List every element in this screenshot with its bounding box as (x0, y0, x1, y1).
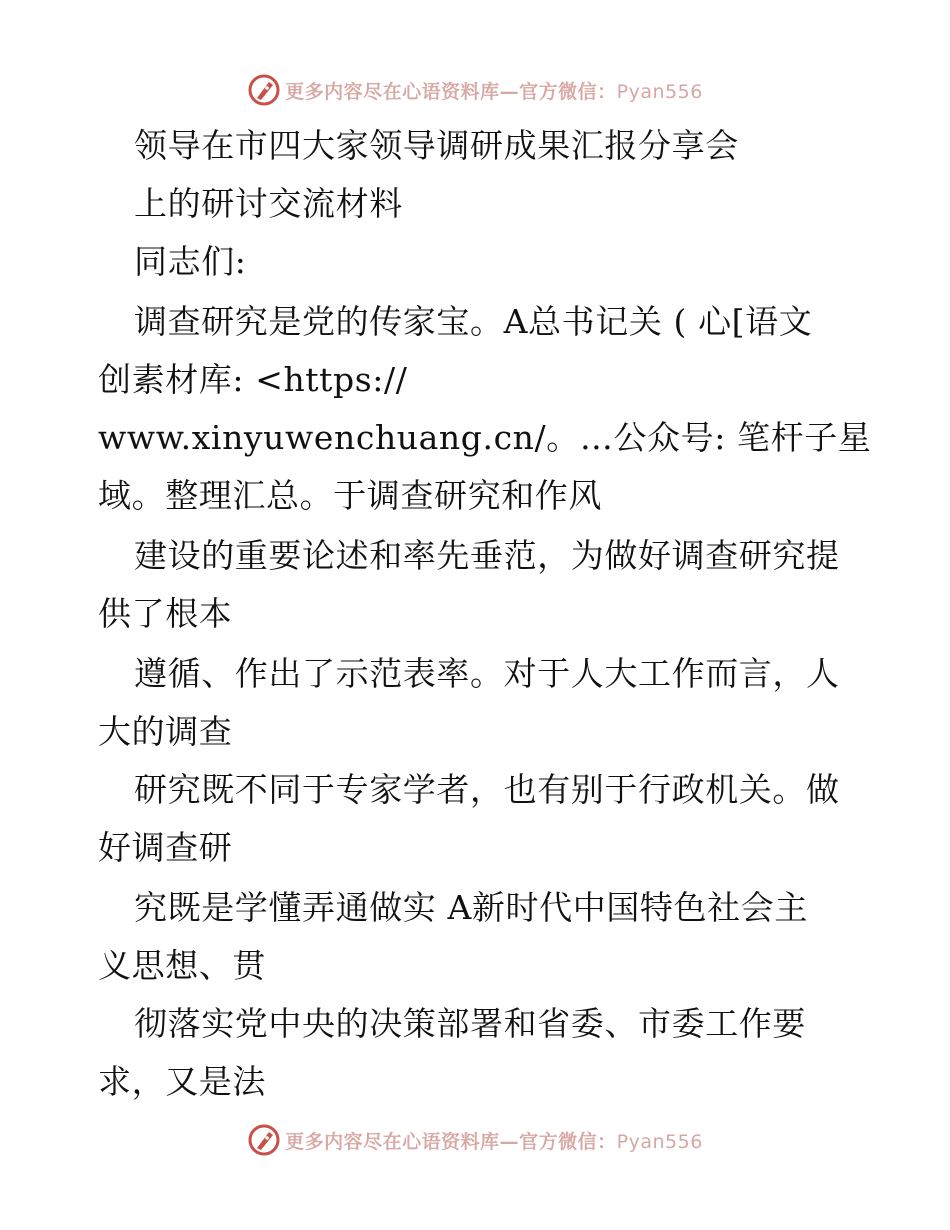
doc-paragraph-line: 供了根本 (98, 594, 233, 633)
doc-paragraph-line: 大的调查 (98, 712, 233, 751)
doc-paragraph-line: 究既是学懂弄通做实 A新时代中国特色社会主 (134, 888, 808, 927)
footer-banner-handle: Pyan556 (616, 1130, 703, 1153)
header-banner-handle: Pyan556 (616, 80, 703, 103)
doc-title-line-1: 领导在市四大家领导调研成果汇报分享会 (134, 126, 739, 165)
doc-paragraph-line: 建设的重要论述和率先垂范，为做好调查研究提 (134, 536, 840, 575)
doc-paragraph-line: 求，又是法 (98, 1062, 266, 1101)
doc-title-line-2: 上的研讨交流材料 (134, 184, 403, 223)
doc-paragraph-line: 调查研究是党的传家宝。A总书记关 ( 心[语文 (134, 302, 813, 341)
pen-nib-icon (247, 73, 281, 107)
doc-paragraph-line: 好调查研 (98, 828, 233, 867)
doc-paragraph-line: 研究既不同于专家学者，也有别于行政机关。做 (134, 770, 840, 809)
doc-salutation: 同志们: (134, 242, 247, 281)
footer-banner-text: 更多内容尽在心语资料库—官方微信：Pyan556 (285, 1130, 703, 1153)
doc-paragraph-line: 遵循、作出了示范表率。对于人大工作而言，人 (134, 654, 840, 693)
footer-banner (0, 1122, 950, 1158)
doc-paragraph-line: 彻落实党中央的决策部署和省委、市委工作要 (134, 1004, 806, 1043)
pen-nib-icon (247, 1123, 281, 1157)
header-banner (0, 72, 950, 108)
doc-paragraph-line: 义思想、贯 (98, 946, 266, 985)
doc-paragraph-line: www.xinyuwenchuang.cn/。…公众号: 笔杆子星 (98, 418, 872, 457)
doc-paragraph-line: 创素材库: <https:// (98, 360, 408, 399)
doc-paragraph-line: 域。整理汇总。于调查研究和作风 (98, 476, 602, 515)
header-banner-text: 更多内容尽在心语资料库—官方微信：Pyan556 (285, 80, 703, 103)
